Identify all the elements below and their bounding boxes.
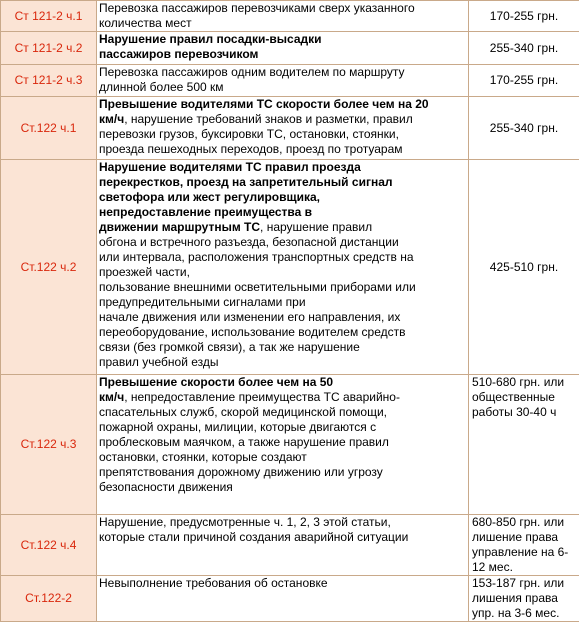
penalty-cell xyxy=(469,576,579,622)
description-line: перекрестков, проезд на запретительный сигнал xyxy=(99,175,466,190)
description-line: препятствования дорожному движению или угрозу xyxy=(99,465,466,480)
penalty-line: лишения права xyxy=(472,591,577,606)
description-line xyxy=(99,112,466,127)
description-line: светофора или жест регулировщика, xyxy=(99,190,466,205)
description-cell xyxy=(97,515,469,576)
table-row xyxy=(1,515,579,576)
description-line: предупредительными сигналами при xyxy=(99,295,466,310)
penalty-line: 170-255 грн. xyxy=(471,73,577,88)
description-line: Превышение скорости более чем на 50 xyxy=(99,375,466,390)
description-line: проезжей части, xyxy=(99,265,466,280)
article-cell: Ст.122 ч.2 xyxy=(1,160,97,375)
penalty-line: общественные xyxy=(472,390,577,405)
article-cell: Ст 121-2 ч.1 xyxy=(1,1,97,32)
description-line: перевозки грузов, буксировки ТС, остановки, стоянки, xyxy=(99,127,466,142)
description-line: связи (без громкой связи), а так же нарушение xyxy=(99,340,466,355)
description-line: Нарушение правил посадки-высадки xyxy=(99,32,466,47)
description-line: безопасности движения xyxy=(99,480,466,495)
description-line: Нарушение водителями ТС правил проезда xyxy=(99,160,466,175)
description-line: пожарной охраны, милиции, которые двигаются с xyxy=(99,420,466,435)
penalty-cell xyxy=(469,65,579,97)
description-fragment: км/ч xyxy=(99,390,124,404)
penalty-line: работы 30-40 ч xyxy=(472,405,577,420)
description-cell xyxy=(97,1,469,32)
description-fragment: , непредоставление преимущества ТС аварийно- xyxy=(124,390,400,404)
table-row xyxy=(1,375,579,515)
description-cell xyxy=(97,32,469,65)
description-line: правил учебной езды xyxy=(99,355,466,370)
penalty-line: 680-850 грн. или xyxy=(472,515,577,530)
description-cell xyxy=(97,576,469,622)
penalty-cell xyxy=(469,515,579,576)
description-line: которые стали причиной создания аварийной ситуации xyxy=(99,530,466,545)
penalty-cell xyxy=(469,160,579,375)
description-cell xyxy=(97,97,469,160)
penalty-line: 153-187 грн. или xyxy=(472,576,577,591)
description-line: спасательных служб, скорой медицинской помощи, xyxy=(99,405,466,420)
description-line: переоборудование, использование водителем средств xyxy=(99,325,466,340)
description-line: обгона и встречного разъезда, безопасной дистанции xyxy=(99,235,466,250)
article-cell: Ст.122 ч.1 xyxy=(1,97,97,160)
description-cell xyxy=(97,65,469,97)
description-fragment: , нарушение требований знаков и разметки, правил xyxy=(124,112,413,126)
description-line: проблесковым маячком, а также нарушение правил xyxy=(99,435,466,450)
penalty-line: 255-340 грн. xyxy=(471,121,577,136)
description-fragment: движении маршрутным ТС xyxy=(99,220,260,234)
fines-table-body xyxy=(1,1,579,622)
table-row xyxy=(1,1,579,32)
table-row xyxy=(1,97,579,160)
penalty-line: 425-510 грн. xyxy=(471,260,577,275)
description-line: начале движения или изменении его направления, их xyxy=(99,310,466,325)
penalty-cell xyxy=(469,97,579,160)
description-line: или интервала, расположения транспортных средств на xyxy=(99,250,466,265)
table-row xyxy=(1,160,579,375)
penalty-line: управление на 6- xyxy=(472,545,577,560)
description-fragment: км/ч xyxy=(99,112,124,126)
penalty-line: 255-340 грн. xyxy=(471,41,577,56)
penalty-line: упр. на 3-6 мес. xyxy=(472,606,577,621)
description-line xyxy=(99,390,466,405)
description-cell xyxy=(97,160,469,375)
article-cell: Ст 121-2 ч.3 xyxy=(1,65,97,97)
description-line: длинной более 500 км xyxy=(99,80,466,95)
description-line: пользование внешними осветительными приборами или xyxy=(99,280,466,295)
article-cell: Ст.122-2 xyxy=(1,576,97,622)
penalty-line: 510-680 грн. или xyxy=(472,375,577,390)
penalty-line: лишение права xyxy=(472,530,577,545)
table-row xyxy=(1,65,579,97)
description-line: Превышение водителями ТС скорости более чем на 20 xyxy=(99,97,466,112)
description-line: остановки, стоянки, которые создают xyxy=(99,450,466,465)
description-line: Перевозка пассажиров одним водителем по маршруту xyxy=(99,65,466,80)
table-row xyxy=(1,576,579,622)
penalty-line: 12 мес. xyxy=(472,560,577,575)
table-row xyxy=(1,32,579,65)
description-line: пассажиров перевозчиком xyxy=(99,47,466,62)
description-cell xyxy=(97,375,469,515)
article-cell: Ст.122 ч.4 xyxy=(1,515,97,576)
description-fragment: , нарушение правил xyxy=(260,220,372,234)
penalty-cell xyxy=(469,1,579,32)
penalty-line: 170-255 грн. xyxy=(471,9,577,24)
description-line: Невыполнение требования об остановке xyxy=(99,576,466,591)
article-cell: Ст 121-2 ч.2 xyxy=(1,32,97,65)
description-line: Перевозка пассажиров перевозчиками сверх указанного xyxy=(99,1,466,16)
description-line xyxy=(99,220,466,235)
penalty-cell xyxy=(469,32,579,65)
description-line: количества мест xyxy=(99,16,466,31)
penalty-cell xyxy=(469,375,579,515)
article-cell: Ст.122 ч.3 xyxy=(1,375,97,515)
description-line: проезда пешеходных переходов, проезд по тротуарам xyxy=(99,142,466,157)
description-line: Нарушение, предусмотренные ч. 1, 2, 3 этой статьи, xyxy=(99,515,466,530)
description-line: непредоставление преимущества в xyxy=(99,205,466,220)
